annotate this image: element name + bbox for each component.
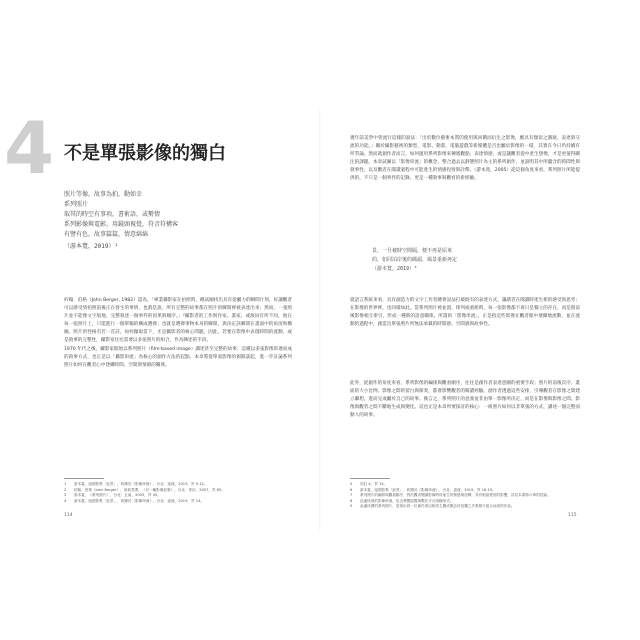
footnote-number: 2 bbox=[64, 487, 67, 492]
footnote bbox=[64, 499, 292, 505]
paragraph: 就語言系統來看，具有創造力的文字工作者總會設法打破既有的表達方式，讓讀者在閱讀時產生新的感受與思考；在影像的世界裡，也同樣如此。當系列照片被並置、排列或重組時，每一張影像都不再只是獨立的存在，而是與前後影像相互牽引，形成一種新的語意關係。所謂的「影像串流」，正是指這些影像在觀者眼中連續地流動，並在流動的過程中，創造出單張照片所無法承載的時間感、空間感與故事性。 bbox=[350, 298, 580, 328]
footnote-text: 游本寬，組照影集「此景」，收錄於《影像串流》，台北：遠流，2019，頁 18-19。 bbox=[360, 487, 496, 492]
poem-line: 取其的時空有事項，書術語，或勢情 bbox=[64, 211, 161, 218]
footnote-text: 同註 4，頁 15。 bbox=[360, 482, 388, 486]
chapter-number: 4 bbox=[4, 106, 53, 190]
poem-line: 有譬有色，故事篇篇，情意綿綿 bbox=[64, 231, 149, 238]
right-footnotes bbox=[350, 478, 580, 510]
paragraph: 此外，從創作的角度來看，系列影像的編排與觀看順序，往往是創作者表達意圖的重要手段；照片的前後次序、畫面的大小比例、影像之間的留白與節奏，都會影響觀者的閱讀經驗。創作者透過這些安排，引導觀者在影像之間建立聯想，進而完成屬於自己的故事。換言之，系列照片的意義並非由單一影像所決定，而是在影像與影像之間、影像與觀者之間不斷地生成與變化。這也正是本章所要探討的核心：一組照片如何以非單張的方式，講述一個完整而動人的故事。 bbox=[350, 381, 580, 419]
paragraph: 約翰．伯格（John Berger, 1982）認為，「專業攝影家在拍照時，總試圖找出具有從屬力的瞬間片刻，好讓觀者可以感受到拍照前後正在發生的事情，也就是說，所有完整的故事都在照片的瞬間裡被表達出來；然而，一張照片並不能像文字般地，完整敘述一個事件的因果與順序。」²攝影者的工作與作家、畫家、或演員有所不同，他在每一張照片上，只能進行一個單獨的構成選擇；也就是選擇事物本身的瞬間，與決定該瞬間在畫面中的角度和構圖。照片的性格有若一首詩，如何擷取當下，才是攝影者的核心問題。因此，若要在影像中表現時間的流動，或是敘事的完整性，攝影家往往需要以多張照片的組合，作為陳述的手段。 bbox=[64, 298, 292, 344]
footnote-rule bbox=[350, 478, 390, 479]
footnote-number: 4 bbox=[64, 498, 67, 503]
footnote-number: 7 bbox=[350, 493, 353, 498]
footnote-number: 6 bbox=[350, 487, 353, 492]
poem-line: 照片等像，故事為拍，動如幸 bbox=[64, 191, 143, 198]
footnote-text: 此處所謂的系列照片，是指由同一位創作者以相同主題或概念所拍攝之多張照片組合而成的作品。 bbox=[360, 504, 515, 509]
epigraph-poem bbox=[64, 190, 284, 252]
right-body-text-middle bbox=[350, 297, 580, 329]
right-body-text-top bbox=[350, 135, 580, 184]
page-number-left: 114 bbox=[64, 513, 73, 518]
paragraph: 1970 年代之後，攝影家開始以系列照片（film-based image）講述甚至完整的故事；這種以多張影像串連而成的敘事方式，也正是以「攝影串流」為核心的創作方法的起點。本章將從單張影像的侷限談起，進一步討論系列照片如何在觀者心中建構時間、空間與情節的關係。 bbox=[64, 346, 292, 368]
footnote-number: 3 bbox=[64, 493, 67, 498]
footnote-number: 9 bbox=[350, 504, 353, 509]
footnote-number: 1 bbox=[64, 482, 67, 486]
paragraph: 幾年前美學中曾流行這樣的說法：「出於數位藝術本質的使用與回饋而衍生之影像，應具有類似之溝通、表達與交流的功能。」關於攝影藝術的類型，電影、動畫、電腦遊戲等新媒體是否也屬於影像的一環，其實在今日仍持續有所爭論。然而就創作者而言，如何運用系列影像來傳遞觀點、表達情感，或是讓觀者從中產生想像，才是更值得關注的課題。本章試圖以「影像串流」的概念，整合過去以靜態照片為主的系列創作，並說明其中所蘊含的時間性與敘事性，以及觀者在閱讀過程中可能產生的情感投射與詮釋。（游本寬，2005）從這個角度來看，系列照片所能提供的，不只是一個事件的記錄，更是一種敘事與觀看的新經驗。 bbox=[350, 136, 580, 182]
footnote-rule bbox=[64, 478, 104, 479]
block-quote bbox=[372, 247, 572, 274]
page-number-right: 115 bbox=[568, 513, 577, 518]
footnote-number: 8 bbox=[350, 498, 353, 503]
poem-line: 系列影像與電影，用鏡頭視覺，符音符構客 bbox=[64, 221, 179, 228]
footnote-text: 游本寬，組照影集「此景」，收錄於《影像串流》，台北：遠流，2019，頁 9-12。 bbox=[74, 482, 208, 486]
footnote-text: 游本寬，組照影集「此景」，收錄於《影像串流》，台北：遠流，2019，頁 14。 bbox=[74, 498, 204, 503]
quote-citation: （游本寬，2019）³ bbox=[372, 266, 418, 272]
quote-line: 的，如同泊岸後的碼頭，風景重新再定 bbox=[372, 257, 458, 263]
poem-line: 系列照片 bbox=[64, 201, 89, 208]
quote-line: 景，一旦被時空間隔，便不再是原來 bbox=[372, 248, 453, 254]
footnote-text: 游本寬，《系列照片》，台北：五南，2005，頁 45。 bbox=[74, 493, 161, 498]
left-body-text bbox=[64, 297, 292, 370]
poem-citation: （游本寬，2019）¹ bbox=[64, 243, 119, 250]
footnote-text: 約翰．伯格（John Berger），吳莉君譯，《另一種影像敘事》，台北：麥田，2007，頁 85。 bbox=[74, 487, 225, 492]
chapter-title: 不是單張影像的獨白 bbox=[64, 143, 226, 164]
footnote-text: 此處所指的影像串流，包含實體展覽與數位平台兩種形式。 bbox=[360, 498, 454, 503]
footnote-text: 系列照片的編排與觀看順序，對於觀者閱讀影像時所產生的情感與詮釋，具有相當程度的影響，詳見本書第六章的討論。 bbox=[360, 493, 551, 498]
footnote bbox=[350, 504, 580, 510]
left-footnotes bbox=[64, 478, 292, 504]
footnote-number: 5 bbox=[350, 482, 353, 486]
right-body-text-bottom bbox=[350, 380, 580, 420]
